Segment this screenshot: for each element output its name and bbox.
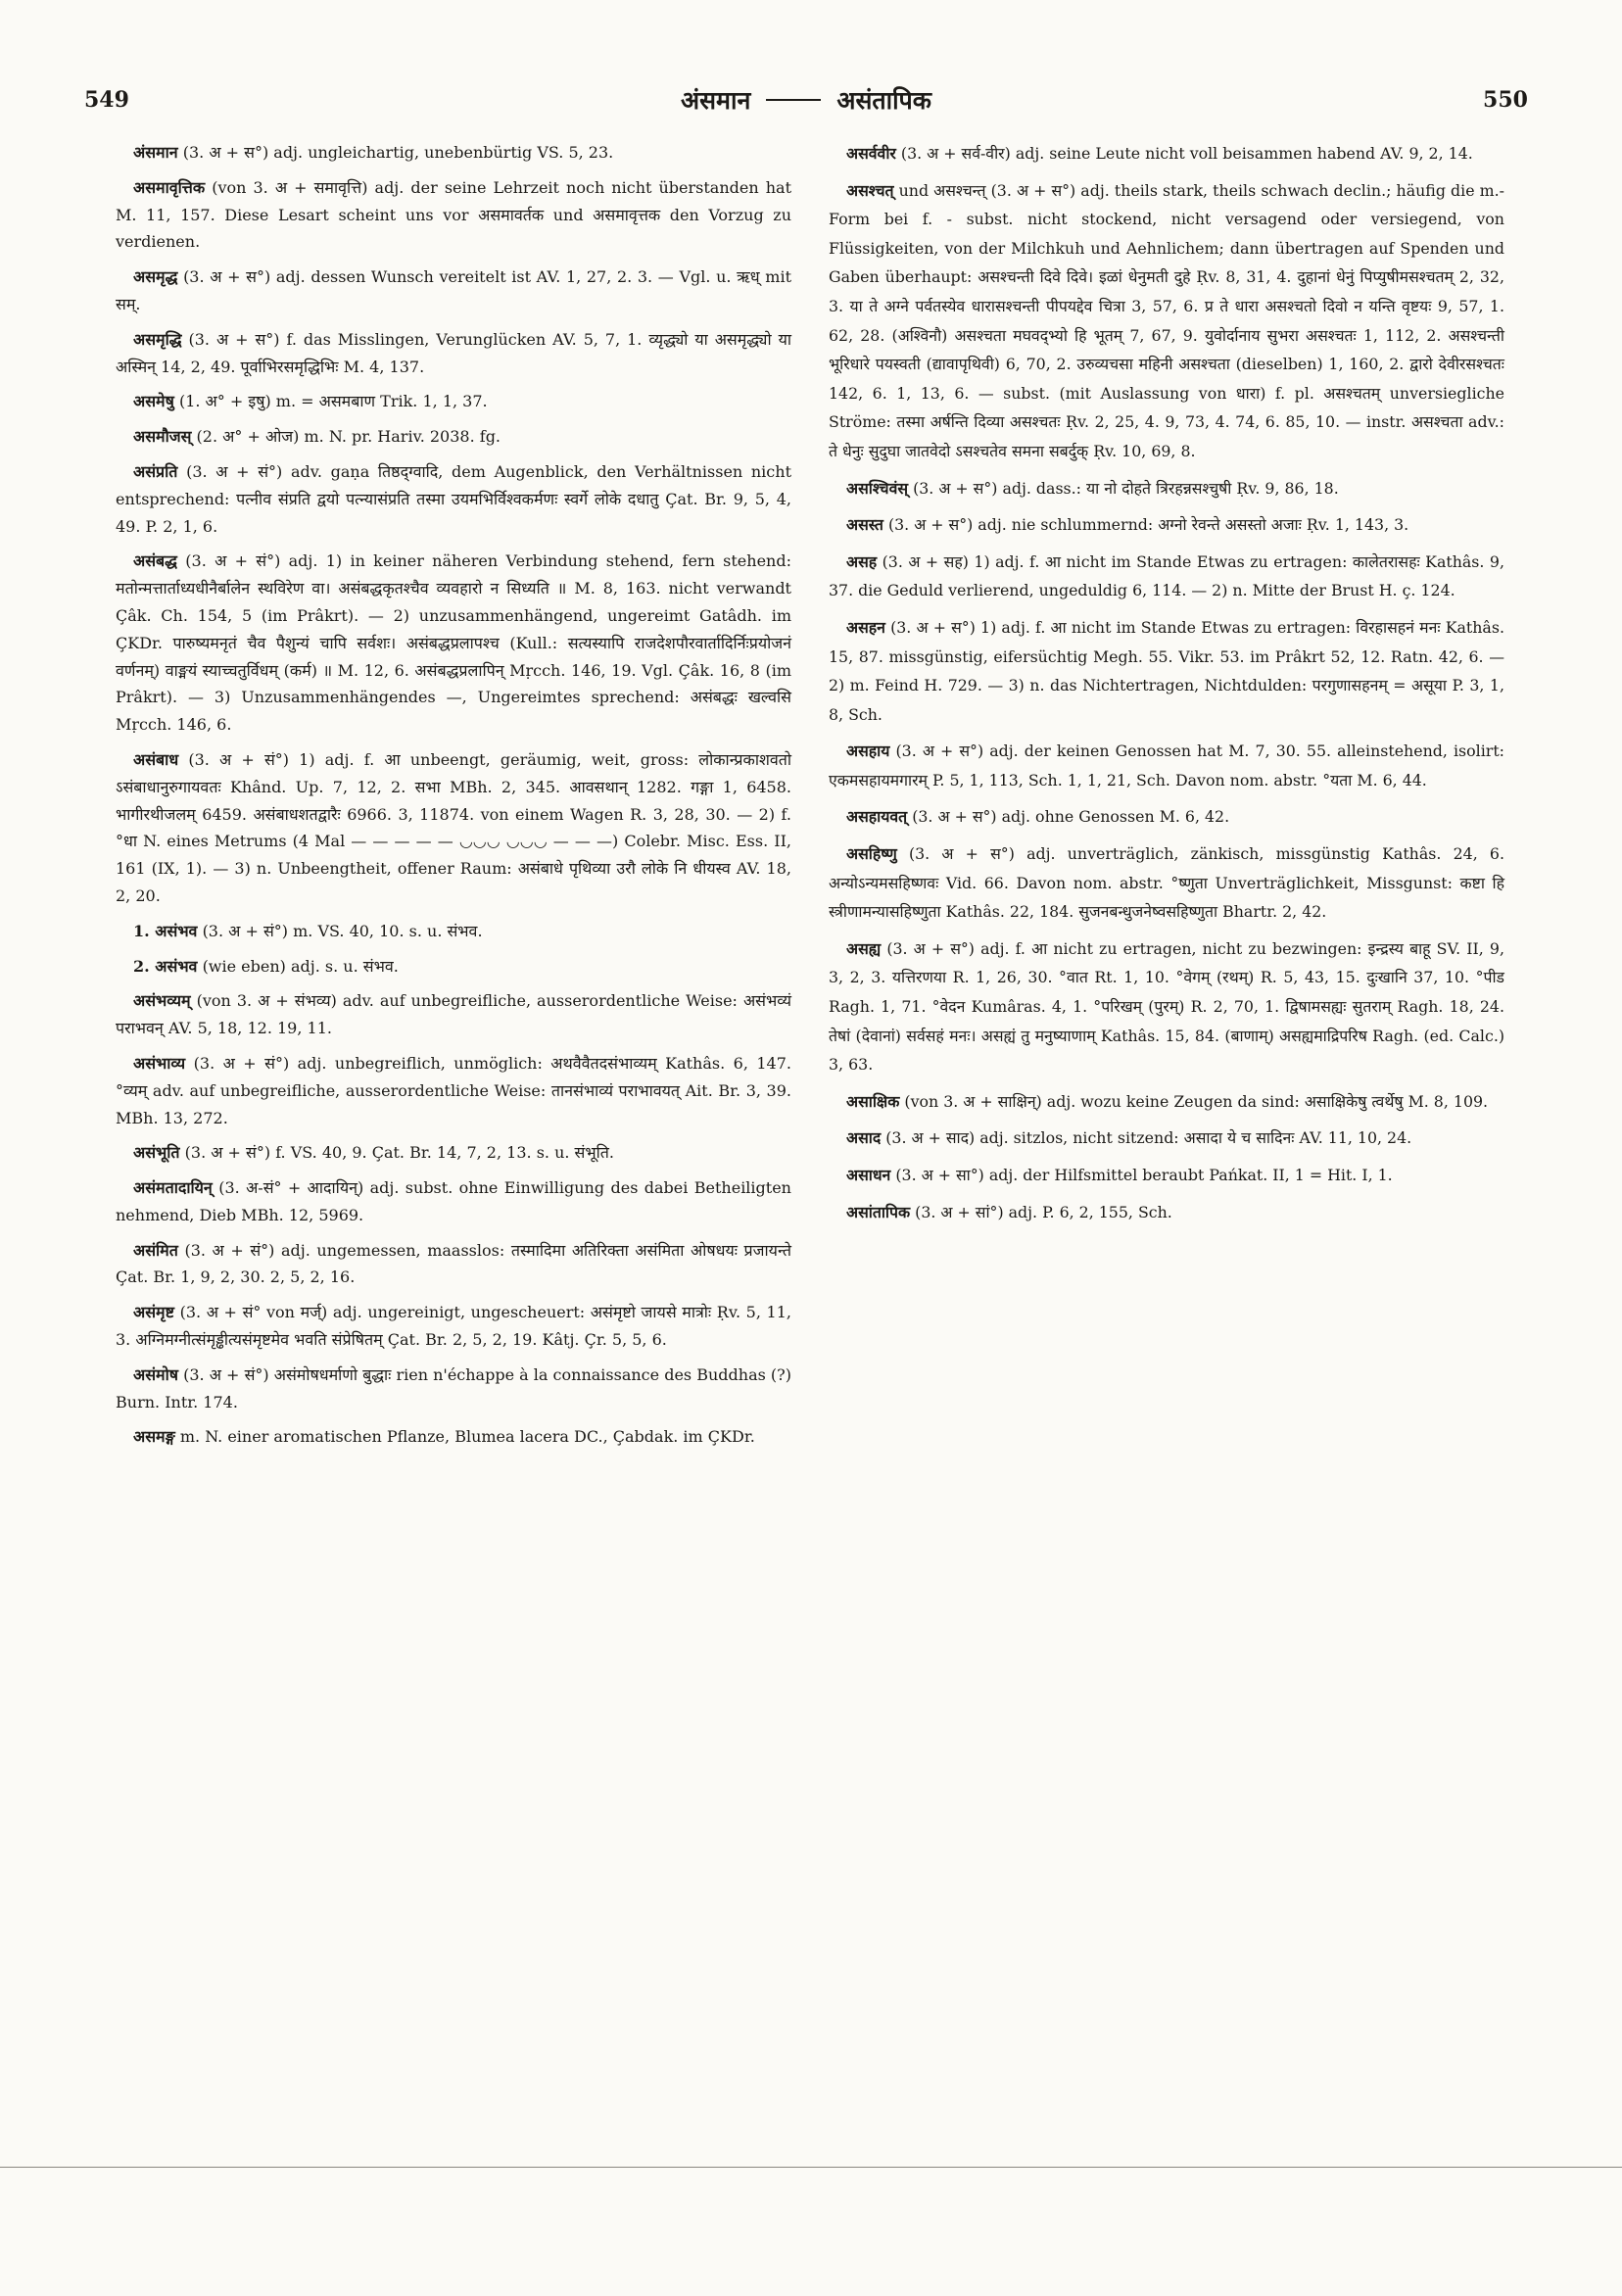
entry-headword: असश्चिवंस्	[846, 478, 909, 498]
dictionary-entry	[116, 1362, 791, 1416]
entry-definition: (3. अ + स°) f. das Misslingen, Verunglücken AV. 5, 7, 1. व्यृद्ध्यो या असमृद्ध्यो या अस्मिन् 14, 2, 49. पूर्वाभिरसमृद्धिभिः M. 4, 137.	[116, 329, 791, 376]
dictionary-entry	[829, 139, 1504, 168]
dictionary-entry	[116, 1050, 791, 1131]
dictionary-entry	[116, 263, 791, 318]
entry-definition: (3. अ-सं° + आदायिन्) adj. subst. ohne Einwilligung des dabei Betheiligten nehmend, Dieb MBh. 12, 5969.	[116, 1178, 791, 1224]
entry-headword: असमृद्ध	[133, 267, 178, 287]
entry-headword: असहाय	[846, 741, 890, 761]
entry-definition: und असश्चन्त् (3. अ + स°) adj. theils stark, theils schwach declin.; häufig die m.-Form bei f. - subst. nicht stockend, nicht versagend oder versiegend, von Flüssigkeiten, von der Milchkuh und Aehnlichem; dann übertragen auf Spenden und Gaben überhaupt: असश्चन्ती दिवे दिवे। इळां धेनुमती दुहे Ṛv. 8, 31, 4. दुहानां धेनुं पिप्युषीमसश्चतम् 2, 32, 3. या ते अग्ने पर्वतस्येव धारासश्चन्ती पीपयद्देव चित्रा 3, 57, 6. प्र ते धारा असश्चतो दिवो न यन्ति वृष्टयः 9, 57, 1. 62, 28. (अश्विनौ) असश्चता मघवद्भ्यो हि भूतम् 7, 67, 9. युवोर्दानाय सुभरा असश्चतः 1, 112, 2. असश्चन्ती भूरिधारे पयस्वती (द्यावापृथिवी) 6, 70, 2. उरुव्यचसा महिनी असश्चता (dieselben) 1, 160, 2. द्वारो देवीरसश्चतः 142, 6. 1, 13, 6. — subst. (mit Auslassung von धारा) f. pl. असश्चतम् unversiegliche Ströme: तस्मा अर्षन्ति दिव्या असश्चतः Ṛv. 2, 25, 4. 9, 73, 4. 74, 6. 85, 10. — instr. असश्चता adv.: ते धेनुः सुदुघा जातवेदो ऽसश्चतेव समना सबर्दुक् Ṛv. 10, 69, 8.	[829, 180, 1504, 460]
dictionary-entry	[116, 326, 791, 381]
entry-definition: (3. अ + सर्व-वीर) adj. seine Leute nicht voll beisammen habend AV. 9, 2, 14.	[900, 144, 1473, 163]
entry-headword: असंमृष्ट	[133, 1303, 174, 1322]
dictionary-entry	[116, 1139, 791, 1167]
entry-headword: असंभव्यम्	[133, 991, 191, 1011]
entry-headword: असह	[846, 551, 878, 571]
entry-headword: असहायवत्	[846, 807, 908, 827]
entry-definition: (3. अ + सह) 1) adj. f. आ nicht im Stande Etwas zu ertragen: कालेतरासहः Kathâs. 9, 37. die Geduld verlierend, ungeduldig 6, 114. — 2) n. Mitte der Brust H. ç. 124.	[829, 551, 1504, 600]
running-header	[84, 78, 1528, 121]
header-dash	[766, 99, 821, 101]
entry-headword: असंबाध	[133, 749, 179, 769]
entry-headword: असांतापिक	[846, 1202, 911, 1221]
entry-definition: (3. अ + सं°) 1) adj. f. आ unbeengt, geräumig, weit, gross: लोकान्प्रकाशवतो ऽसंबाधानुरुगायवतः Khând. Up. 7, 12, 2. सभा MBh. 2, 345. आवसथान् 1282. गङ्गा 1, 6458. भागीरथीजलम् 6459. असंबाधशतद्वारैः 6966. 3, 11874. von einem Wagen R. 3, 28, 30. — 2) f. °धा N. eines Metrums (4 Mal — — — — — ◡◡◡ ◡◡◡ — — —) Colebr. Misc. Ess. II, 161 (IX, 1). — 3) n. Unbeengtheit, offener Raum: असंबाधे पृथिव्या उरौ लोके नि धीयस्व AV. 18, 2, 20.	[116, 749, 792, 905]
entry-headword: असमृद्धि	[133, 329, 182, 349]
entry-definition: (von 3. अ + संभव्य) adv. auf unbegreifliche, ausserordentliche Weise: असंभव्यं पराभवन् AV. 5, 18, 12. 19, 11.	[116, 991, 791, 1038]
header-title	[681, 83, 931, 117]
dictionary-entry	[116, 174, 791, 256]
entry-definition: (3. अ + सं°) adj. 1) in keiner näheren Verbindung stehend, fern stehend: मतोन्मत्तार्ताध्यधीनैर्बालेन स्थविरेण वा। असंबद्धकृतश्चैव व्यवहारो न सिध्यति ॥ M. 8, 163. nicht verwandt Çâk. Ch. 154, 5 (im Prâkrt). — 2) unzusammenhängend, ungereimt Gatâdh. im ÇKDr. पारुष्यमनृतं चैव पैशुन्यं चापि सर्वशः। असंबद्धप्रलापश्च (Kull.: सत्यस्यापि राजदेशपौरवार्तादिर्निःप्रयोजनं वर्णनम्) वाङ्मयं स्याच्चतुर्विधम् (कर्म) ॥ M. 12, 6. असंबद्धप्रलापिन् Mṛcch. 146, 19. Vgl. Çâk. 16, 8 (im Prâkrt). — 3) Unzusammenhängendes —, Ungereimtes sprechend: असंबद्धः खल्वसि Mṛcch. 146, 6.	[116, 551, 791, 735]
entry-headword: असर्ववीर	[846, 144, 896, 163]
dictionary-entry	[116, 1299, 791, 1354]
dictionary-entry	[116, 1423, 791, 1451]
entry-headword: असंबद्ध	[133, 551, 177, 571]
entry-headword: अंसमान	[133, 143, 178, 162]
dictionary-entry	[829, 548, 1504, 605]
entry-definition: (2. अ° + ओज) m. N. pr. Hariv. 2038. fg.	[196, 427, 501, 447]
entry-headword: असंभूति	[133, 1143, 180, 1163]
entry-headword: असह्य	[846, 938, 882, 958]
entry-definition: (3. अ + सां°) adj. P. 6, 2, 155, Sch.	[915, 1202, 1172, 1221]
entry-headword: असमावृत्तिक	[133, 177, 206, 197]
entry-headword: असंमोष	[133, 1364, 179, 1384]
entry-definition: (3. अ + स°) adj. unverträglich, zänkisch, missgünstig Kathâs. 24, 6. अन्योऽन्यमसहिष्णवः Vid. 66. Davon nom. abstr. °ष्णुता Unverträglichkeit, Missgunst: कष्टा हि स्त्रीणामन्यासहिष्णुता Kathâs. 22, 184. सुजनबन्धुजनेष्वसहिष्णुता Bhartr. 2, 42.	[829, 844, 1505, 922]
entry-headword: असमौजस्	[133, 427, 192, 447]
entry-headword: असाक्षिक	[846, 1091, 900, 1111]
dictionary-entry	[829, 510, 1504, 540]
entry-headword: असस्त	[846, 515, 883, 535]
entry-definition: (3. अ + साद) adj. sitzlos, nicht sitzend: असादा ये च सादिनः AV. 11, 10, 24.	[885, 1128, 1412, 1148]
entry-definition: (3. अ + स°) adj. dass.: या नो दोहते त्रिरहन्नसश्चुषी Ṛv. 9, 86, 18.	[913, 478, 1339, 498]
entry-definition: (3. अ + स°) adj. f. आ nicht zu ertragen, nicht zu bezwingen: इन्द्रस्य बाहू SV. II, 9, 3, 2, 3. यत्तिरणया R. 1, 26, 30. °वात Rt. 1, 10. °वेगम् (रथम्) R. 5, 43, 15. दुःखानि 37, 10. °पीड Ragh. 1, 71. °वेदन Kumâras. 4, 1. °परिखम् (पुरम्) R. 2, 70, 1. द्विषामसह्यः सुतराम् Ragh. 18, 24. तेषां (देवानां) सर्वसहं मनः। असह्यं तु मनुष्याणाम् Kathâs. 15, 84. (बाणाम्) असह्यमाद्रिपरिष Ragh. (ed. Calc.) 3, 63.	[829, 938, 1504, 1075]
entry-headword: असहिष्णु	[846, 844, 897, 864]
entry-definition: m. N. einer aromatischen Pflanze, Blumea lacera DC., Çabdak. im ÇKDr.	[179, 1427, 755, 1447]
entry-definition: (3. अ + सं°) adj. unbegreiflich, unmöglich: अथवैवैतदसंभाव्यम् Kathâs. 6, 147. °व्यम् adv. auf unbegreifliche, ausserordentliche Weise: तानसंभाव्यं पराभावयत् Ait. Br. 3, 39. MBh. 13, 272.	[116, 1053, 791, 1127]
page-number-left: 549	[84, 87, 129, 113]
entry-definition: (3. अ + सं°) adv. gaṇa तिष्ठद्ग्वादि, dem Augenblick, den Verhältnissen nicht entsprechend: पत्नीव संप्रति द्वयो पत्न्यासंप्रति तस्मा उयमभिर्विश्वकर्मणः स्वर्गे लोके दधातु Çat. Br. 9, 5, 4, 49. P. 2, 1, 6.	[116, 461, 791, 536]
entry-headword: असंप्रति	[133, 461, 178, 481]
entry-definition: (3. अ + सं° von मर्ज्) adj. ungereinigt, ungescheuert: असंमृष्टो जायसे मात्रोः Ṛv. 5, 11, 3. अग्निमग्नीत्संमृड्ढीत्यसंमृष्टमेव भवति संप्रेषितम् Çat. Br. 2, 5, 2, 19. Kâtj. Çr. 5, 5, 6.	[116, 1303, 792, 1350]
footer-rule	[0, 2167, 1622, 2168]
dictionary-entry	[116, 746, 791, 910]
entry-headword: असश्चत्	[846, 180, 894, 200]
entry-definition: (3. अ + स°) adj. ungleichartig, unebenbürtig VS. 5, 23.	[182, 143, 614, 162]
entry-definition: (3. अ + स°) adj. ohne Genossen M. 6, 42.	[912, 807, 1230, 827]
header-title-first-word: अंसमान	[681, 86, 751, 115]
dictionary-entry	[829, 802, 1504, 832]
entry-headword: असाधन	[846, 1166, 891, 1184]
entry-headword: असमेषु	[133, 392, 174, 411]
left-column	[116, 139, 791, 1459]
entry-definition: (von 3. अ + समावृत्ति) adj. der seine Lehrzeit noch nicht überstanden hat M. 11, 157. Diese Lesart scheint uns vor असमावर्तक und असमावृत्तक den Vorzug zu verdienen.	[116, 177, 791, 252]
dictionary-entry	[829, 1198, 1504, 1227]
dictionary-entry	[829, 176, 1504, 466]
entry-definition: (1. अ° + इषु) m. = असमबाण Trik. 1, 1, 37.	[178, 392, 488, 411]
dictionary-entry	[829, 839, 1504, 927]
entry-definition: (3. अ + स°) 1) adj. f. आ nicht im Stande Etwas zu ertragen: विरहासहनं मनः Kathâs. 15, 87. missgünstig, eifersüchtig Megh. 55. Vikr. 53. im Prâkrt 52, 12. Ratn. 42, 6. — 2) m. Feind H. 729. — 3) n. das Nichtertragen, Nichtdulden: परगुणासहनम् = असूया P. 3, 1, 8, Sch.	[829, 617, 1504, 724]
entry-headword: असाद	[846, 1128, 882, 1148]
entry-headword: असंमतादायिन्	[133, 1178, 213, 1198]
dictionary-entry	[116, 1237, 791, 1292]
dictionary-entry	[829, 1124, 1504, 1153]
entry-definition: (3. अ + सं°) असंमोषधर्माणो बुद्धाः rien n'échappe à la connaissance des Buddhas (?) Burn. Intr. 174.	[116, 1364, 791, 1411]
dictionary-entry	[829, 474, 1504, 503]
entry-definition: (3. अ + सं°) f. VS. 40, 9. Çat. Br. 14, 7, 2, 13. s. u. संभूति.	[184, 1143, 614, 1163]
dictionary-entry	[116, 139, 791, 167]
entry-headword: 1. असंभव	[133, 921, 198, 940]
entry-headword: असंभाव्य	[133, 1053, 186, 1073]
dictionary-entry	[829, 934, 1504, 1079]
page-number-right: 550	[1483, 87, 1528, 113]
right-column	[829, 139, 1504, 1234]
dictionary-entry	[116, 458, 791, 540]
entry-definition: (3. अ + स°) adj. nie schlummernd: अग्नो रेवन्ते असस्तो अजाः Ṛv. 1, 143, 3.	[887, 515, 1409, 535]
entry-definition: (3. अ + स°) adj. dessen Wunsch vereitelt ist AV. 1, 27, 2. 3. — Vgl. u. ऋध् mit सम्.	[116, 267, 791, 313]
entry-headword: असंमित	[133, 1240, 178, 1260]
entry-headword: असमङ्ग	[133, 1427, 175, 1447]
entry-headword: 2. असंभव	[133, 956, 198, 976]
entry-definition: (3. अ + सं°) m. VS. 40, 10. s. u. संभव.	[202, 921, 483, 940]
entry-headword: असहन	[846, 617, 885, 637]
dictionary-entry	[829, 1087, 1504, 1117]
entry-definition: (wie eben) adj. s. u. संभव.	[202, 956, 399, 976]
dictionary-entry	[116, 953, 791, 981]
header-title-last-word: असंतापिक	[836, 86, 931, 115]
dictionary-entry	[829, 613, 1504, 729]
dictionary-entry	[116, 388, 791, 415]
dictionary-entry	[116, 548, 791, 739]
entry-definition: (3. अ + सं°) adj. ungemessen, maasslos: तस्मादिमा अतिरिक्ता असंमिता ओषधयः प्रजायन्ते Çat. Br. 1, 9, 2, 30. 2, 5, 2, 16.	[116, 1240, 792, 1287]
entry-definition: (3. अ + सा°) adj. der Hilfsmittel beraubt Pańkat. II, 1 = Hit. I, 1.	[895, 1166, 1393, 1184]
dictionary-entry	[116, 918, 791, 945]
dictionary-entry	[829, 1161, 1504, 1190]
entry-definition: (3. अ + स°) adj. der keinen Genossen hat M. 7, 30. 55. alleinstehend, isolirt: एकमसहायमगारम् P. 5, 1, 113, Sch. 1, 1, 21, Sch. Davon nom. abstr. °यता M. 6, 44.	[829, 741, 1504, 789]
dictionary-entry	[829, 737, 1504, 794]
dictionary-entry	[116, 423, 791, 451]
dictionary-entry	[116, 987, 791, 1042]
entry-definition: (von 3. अ + साक्षिन्) adj. wozu keine Zeugen da sind: असाक्षिकेषु त्वर्थेषु M. 8, 109.	[904, 1091, 1489, 1111]
dictionary-entry	[116, 1174, 791, 1229]
